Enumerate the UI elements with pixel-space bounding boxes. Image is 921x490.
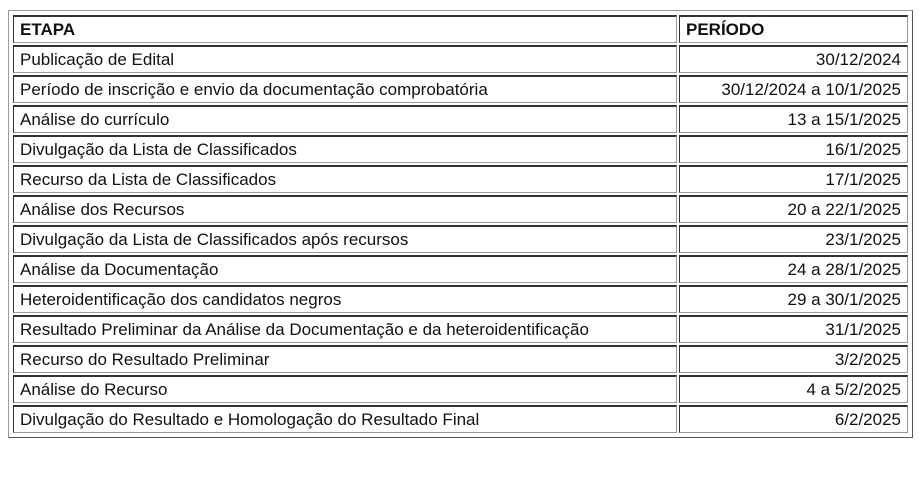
periodo-cell: 20 a 22/1/2025 [679,195,908,223]
etapa-cell: Análise dos Recursos [13,195,677,223]
etapa-cell: Análise do Recurso [13,375,677,403]
etapa-cell: Resultado Preliminar da Análise da Documentação e da heteroidentificação [13,315,677,343]
table-row [13,195,908,223]
etapa-cell: Divulgação do Resultado e Homologação do Resultado Final [13,405,677,433]
table-row [13,45,908,73]
periodo-cell: 13 a 15/1/2025 [679,105,908,133]
table-row [13,135,908,163]
table-row [13,345,908,373]
table-row [13,255,908,283]
etapa-cell: Análise do currículo [13,105,677,133]
etapa-cell: Heteroidentificação dos candidatos negros [13,285,677,313]
periodo-cell: 24 a 28/1/2025 [679,255,908,283]
etapa-cell: Recurso do Resultado Preliminar [13,345,677,373]
table-row [13,165,908,193]
table-header-row [13,15,908,43]
periodo-cell: 4 a 5/2/2025 [679,375,908,403]
etapa-cell: Divulgação da Lista de Classificados após recursos [13,225,677,253]
table-row [13,375,908,403]
table-row [13,285,908,313]
schedule-table-frame [8,10,913,438]
table-row [13,105,908,133]
header-etapa: ETAPA [13,15,677,43]
table-row [13,225,908,253]
schedule-table [11,13,910,435]
periodo-cell: 30/12/2024 [679,45,908,73]
etapa-cell: Divulgação da Lista de Classificados [13,135,677,163]
periodo-cell: 17/1/2025 [679,165,908,193]
periodo-cell: 31/1/2025 [679,315,908,343]
header-periodo: PERÍODO [679,15,908,43]
periodo-cell: 6/2/2025 [679,405,908,433]
periodo-cell: 23/1/2025 [679,225,908,253]
periodo-cell: 29 a 30/1/2025 [679,285,908,313]
etapa-cell: Recurso da Lista de Classificados [13,165,677,193]
etapa-cell: Período de inscrição e envio da documentação comprobatória [13,75,677,103]
periodo-cell: 30/12/2024 a 10/1/2025 [679,75,908,103]
table-row [13,75,908,103]
table-row [13,315,908,343]
periodo-cell: 3/2/2025 [679,345,908,373]
etapa-cell: Análise da Documentação [13,255,677,283]
table-row [13,405,908,433]
etapa-cell: Publicação de Edital [13,45,677,73]
periodo-cell: 16/1/2025 [679,135,908,163]
